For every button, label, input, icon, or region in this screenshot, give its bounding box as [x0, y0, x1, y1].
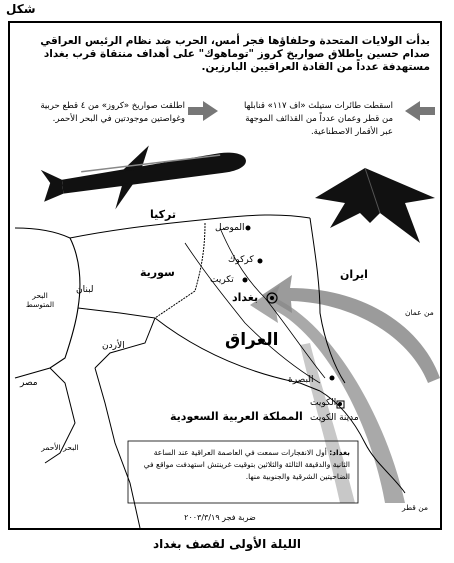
tikrit-dot — [243, 278, 248, 283]
kirkuk-dot — [258, 259, 263, 264]
label-egypt: مصر — [20, 378, 38, 388]
label-mediterranean: البحر المتوسط — [25, 291, 55, 309]
caption: الليلة الأولى لقصف بغداد — [152, 537, 302, 551]
label-turkey: تركيا — [150, 208, 176, 221]
map-infographic — [8, 21, 442, 530]
label-kirkuk: كركوك — [228, 255, 254, 265]
note-box-text: أول الانفجارات سمعت في العاصمة العراقية عند الساعة الثانية والدقيقة الثالثة والثلاثين بتوقيت غرينتش استهدفت مواقع في الضاحيتين الشرقية والجنوبية منها. — [143, 448, 350, 481]
label-baghdad: بغداد — [232, 291, 259, 304]
note-box-title: بغداد: — [329, 448, 350, 457]
page-label: شكل — [6, 2, 36, 16]
f117-note: اسقطت طائرات ستيلث «اف ١١٧» قنابلها من قطر وعمان عدداً من القذائف الموجهة عبر الأقمار الاصطناعية. — [244, 101, 393, 137]
label-from-oman: من عمان — [405, 308, 434, 317]
label-kuwait: الكويت — [310, 398, 337, 408]
arrow-left-icon — [188, 101, 218, 121]
headline: بدأت الولايات المتحدة وحلفاؤها فجر أمس، الحرب ضد نظام الرئيس العراقي صدام حسين باطلاق صواريخ كروز "توماهوك" على أهداف منتقاة قرب بغداد مستهدفة عدداً من القادة العراقيين البارزين. — [40, 35, 430, 73]
f117-stealth-aircraft — [315, 168, 435, 243]
date-line: ضربة فجر ٢٠٠٣/٣/١٩ — [184, 513, 256, 522]
tomahawk-missile — [39, 136, 249, 217]
label-mosul: الموصل — [215, 223, 245, 233]
label-jordan: الأردن — [102, 341, 125, 351]
kuwait-dot — [338, 402, 342, 406]
mosul-dot — [246, 226, 251, 231]
label-basra: البصرة — [288, 375, 314, 385]
jordan-border — [78, 308, 155, 368]
label-from-qatar: من قطر — [402, 503, 428, 512]
label-saudi: المملكة العربية السعودية — [170, 410, 303, 423]
baghdad-note-box — [130, 443, 356, 487]
label-iran: ايران — [340, 268, 368, 281]
basra-dot — [330, 376, 335, 381]
arrow-right-icon — [405, 101, 435, 121]
label-tikrit: تكريت — [210, 275, 234, 285]
label-kuwait-city: مدينة الكويت — [310, 413, 359, 423]
turkey-border — [70, 215, 310, 238]
label-syria: سورية — [140, 266, 175, 279]
tomahawk-note: اطلقت صواريخ «كروز» من ٤ قطع حربية وغواصتين موجودتين في البحر الأحمر. — [40, 101, 185, 124]
label-red-sea: البحر الأحمر — [41, 443, 79, 452]
label-lebanon: لبنان — [76, 285, 94, 295]
label-iraq: العراق — [225, 330, 279, 350]
